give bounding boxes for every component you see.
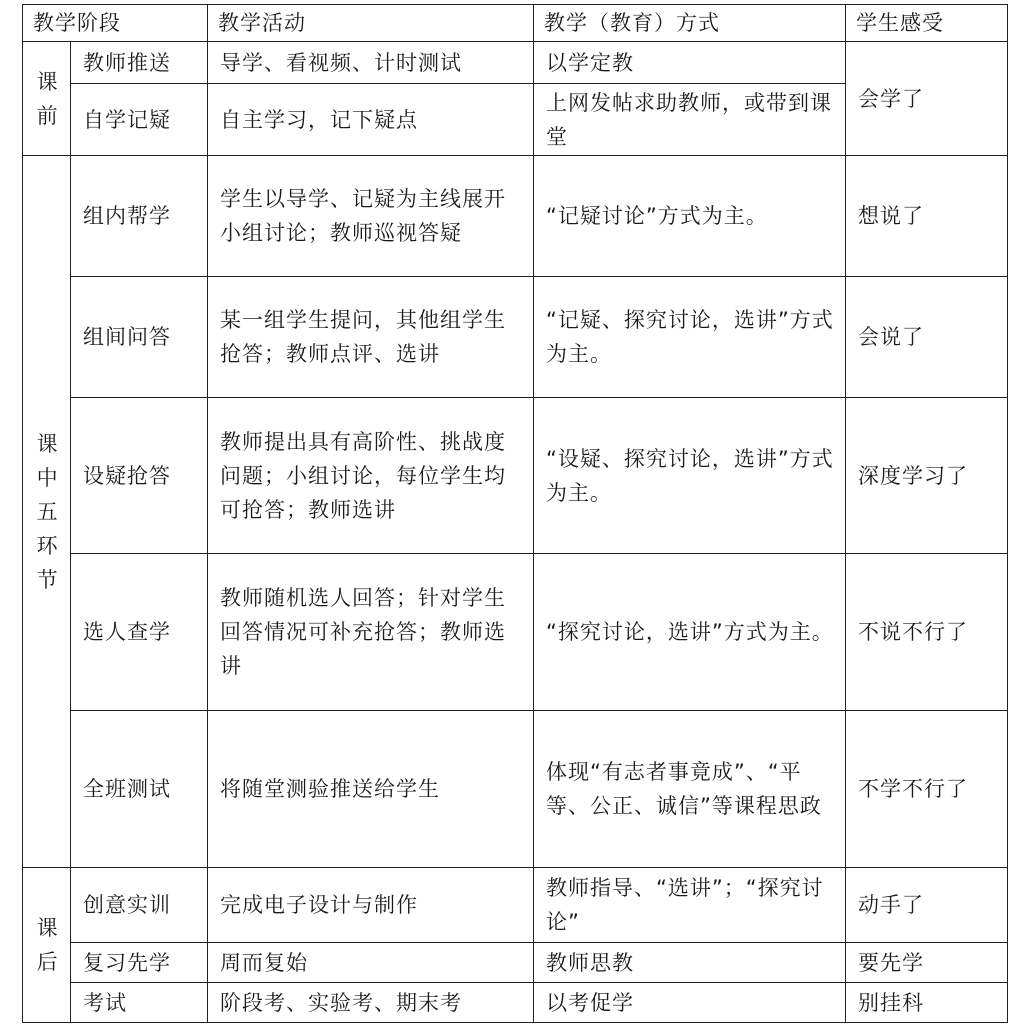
method-cell: “记疑、探究讨论，选讲”方式为主。 — [534, 277, 846, 398]
method-cell: 以考促学 — [534, 983, 846, 1023]
activity-cell: 将随堂测验推送给学生 — [208, 711, 534, 868]
stage-cell: 自学记疑 — [71, 84, 208, 156]
activity-cell: 自主学习，记下疑点 — [208, 84, 534, 156]
stage-cell: 复习先学 — [71, 943, 208, 983]
feeling-cell: 要先学 — [846, 943, 1008, 983]
method-cell: “记疑讨论”方式为主。 — [534, 156, 846, 277]
phase-in: 课中五环节 — [23, 156, 71, 868]
table-row — [23, 711, 1008, 868]
activity-cell: 教师提出具有高阶性、挑战度问题；小组讨论，每位学生均可抢答；教师选讲 — [208, 398, 534, 554]
teaching-stages-table — [22, 4, 1008, 1023]
stage-cell: 选人查学 — [71, 554, 208, 711]
method-cell: 教师思教 — [534, 943, 846, 983]
activity-cell: 导学、看视频、计时测试 — [208, 42, 534, 84]
feeling-cell: 想说了 — [846, 156, 1008, 277]
phase-pre: 课前 — [23, 42, 71, 156]
header-activity: 教学活动 — [208, 5, 534, 42]
table-row — [23, 398, 1008, 554]
table-row — [23, 983, 1008, 1023]
feeling-cell: 动手了 — [846, 868, 1008, 943]
table-row — [23, 277, 1008, 398]
activity-cell: 教师随机选人回答；针对学生回答情况可补充抢答；教师选讲 — [208, 554, 534, 711]
table-row — [23, 943, 1008, 983]
activity-cell: 周而复始 — [208, 943, 534, 983]
header-method: 教学（教育）方式 — [534, 5, 846, 42]
table-row — [23, 42, 1008, 84]
feeling-cell: 深度学习了 — [846, 398, 1008, 554]
feeling-cell: 会说了 — [846, 277, 1008, 398]
stage-cell: 教师推送 — [71, 42, 208, 84]
phase-post: 课后 — [23, 868, 71, 1023]
stage-cell: 组内帮学 — [71, 156, 208, 277]
activity-cell: 学生以导学、记疑为主线展开小组讨论；教师巡视答疑 — [208, 156, 534, 277]
method-cell: 上网发帖求助教师，或带到课堂 — [534, 84, 846, 156]
table-row — [23, 868, 1008, 943]
method-cell: “探究讨论，选讲”方式为主。 — [534, 554, 846, 711]
method-cell: 以学定教 — [534, 42, 846, 84]
feeling-cell: 别挂科 — [846, 983, 1008, 1023]
stage-cell: 创意实训 — [71, 868, 208, 943]
stage-cell: 考试 — [71, 983, 208, 1023]
table-row — [23, 156, 1008, 277]
stage-cell: 组间问答 — [71, 277, 208, 398]
stage-cell: 全班测试 — [71, 711, 208, 868]
activity-cell: 完成电子设计与制作 — [208, 868, 534, 943]
feeling-cell: 不说不行了 — [846, 554, 1008, 711]
activity-cell: 阶段考、实验考、期末考 — [208, 983, 534, 1023]
stage-cell: 设疑抢答 — [71, 398, 208, 554]
method-cell: 体现“有志者事竟成”、“平等、公正、诚信”等课程思政 — [534, 711, 846, 868]
method-cell: “设疑、探究讨论，选讲”方式为主。 — [534, 398, 846, 554]
header-feeling: 学生感受 — [846, 5, 1008, 42]
feeling-cell: 不学不行了 — [846, 711, 1008, 868]
method-cell: 教师指导、“选讲”；“探究讨论” — [534, 868, 846, 943]
header-row — [23, 5, 1008, 42]
table-row — [23, 554, 1008, 711]
feeling-cell: 会学了 — [846, 42, 1008, 156]
header-stage: 教学阶段 — [23, 5, 208, 42]
activity-cell: 某一组学生提问，其他组学生抢答；教师点评、选讲 — [208, 277, 534, 398]
